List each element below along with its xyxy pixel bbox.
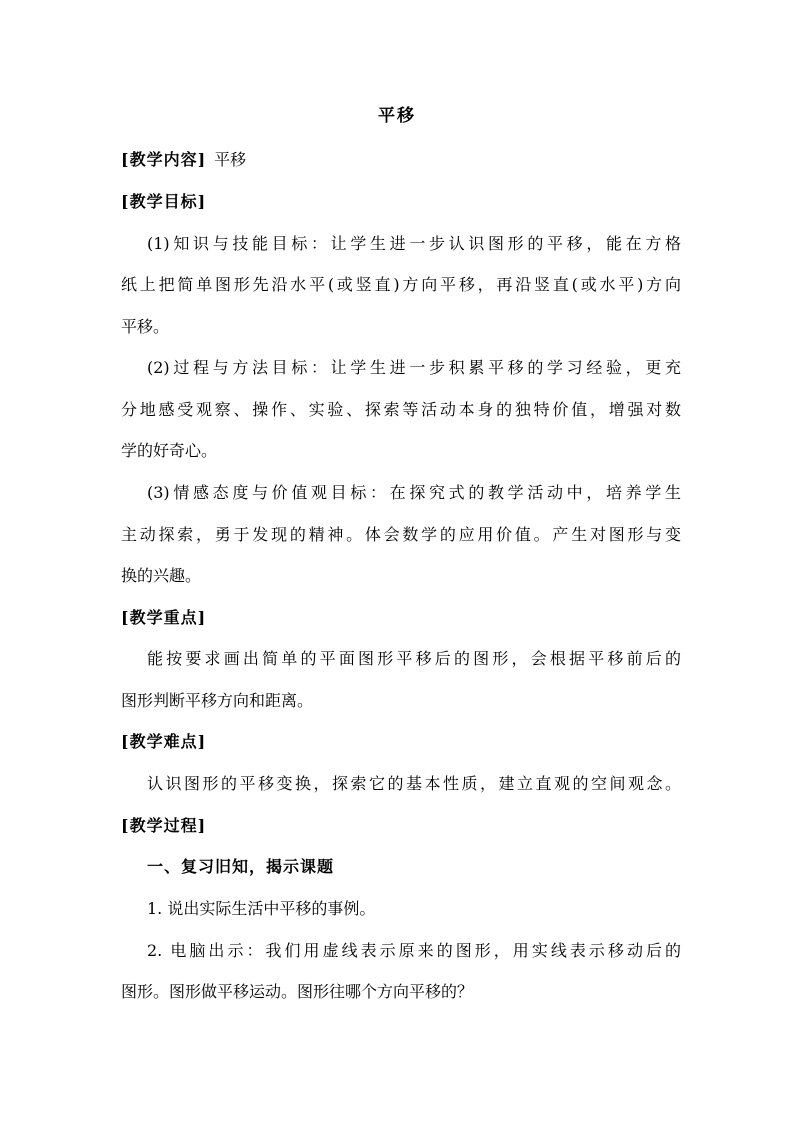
difficulties-line-1: 认识图形的平移变换，探索它的基本性质，建立直观的空间观念。 <box>147 774 681 793</box>
difficulties-heading: [教学难点] <box>121 732 207 751</box>
process-section-title: 一、复习旧知，揭示课题 <box>147 857 335 876</box>
objective-3-line-2: 主动探索，勇于发现的精神。体会数学的应用价值。产生对图形与变 <box>121 525 681 544</box>
key-points-heading: [教学重点] <box>121 608 207 627</box>
objective-3-line-1: (3)情感态度与价值观目标：在探究式的教学活动中，培养学生 <box>147 483 681 502</box>
process-item-2-line-1: 2. 电脑出示：我们用虚线表示原来的图形，用实线表示移动后的 <box>147 941 681 960</box>
objective-1-line-3: 平移。 <box>121 317 170 336</box>
objective-2-line-2: 分地感受观察、操作、实验、探索等活动本身的独特价值，增强对数 <box>121 400 681 419</box>
teaching-objectives-heading: [教学目标] <box>121 192 207 211</box>
page-title: 平移 <box>378 106 416 126</box>
teaching-content-label: [教学内容] <box>121 150 207 169</box>
objective-2-line-1: (2)过程与方法目标：让学生进一步积累平移的学习经验，更充 <box>147 358 681 377</box>
process-item-1: 1. 说出实际生活中平移的事例。 <box>147 899 376 918</box>
teaching-content-value: 平移 <box>214 150 247 169</box>
teaching-content-row <box>121 148 681 172</box>
key-points-line-2: 图形判断平移方向和距离。 <box>121 691 314 710</box>
key-points-line-1: 能按要求画出简单的平面图形平移后的图形，会根据平移前后的 <box>147 649 681 668</box>
objective-2-line-3: 学的好奇心。 <box>121 441 218 460</box>
objective-1-line-2: 纸上把简单图形先沿水平(或竖直)方向平移，再沿竖直(或水平)方向 <box>121 275 681 294</box>
objective-1-line-1: (1)知识与技能目标：让学生进一步认识图形的平移，能在方格 <box>147 234 681 253</box>
process-heading: [教学过程] <box>121 816 207 835</box>
objective-3-line-3: 换的兴趣。 <box>121 566 202 585</box>
process-item-2-line-2: 图形。图形做平移运动。图形往哪个方向平移的？ <box>121 982 474 1001</box>
